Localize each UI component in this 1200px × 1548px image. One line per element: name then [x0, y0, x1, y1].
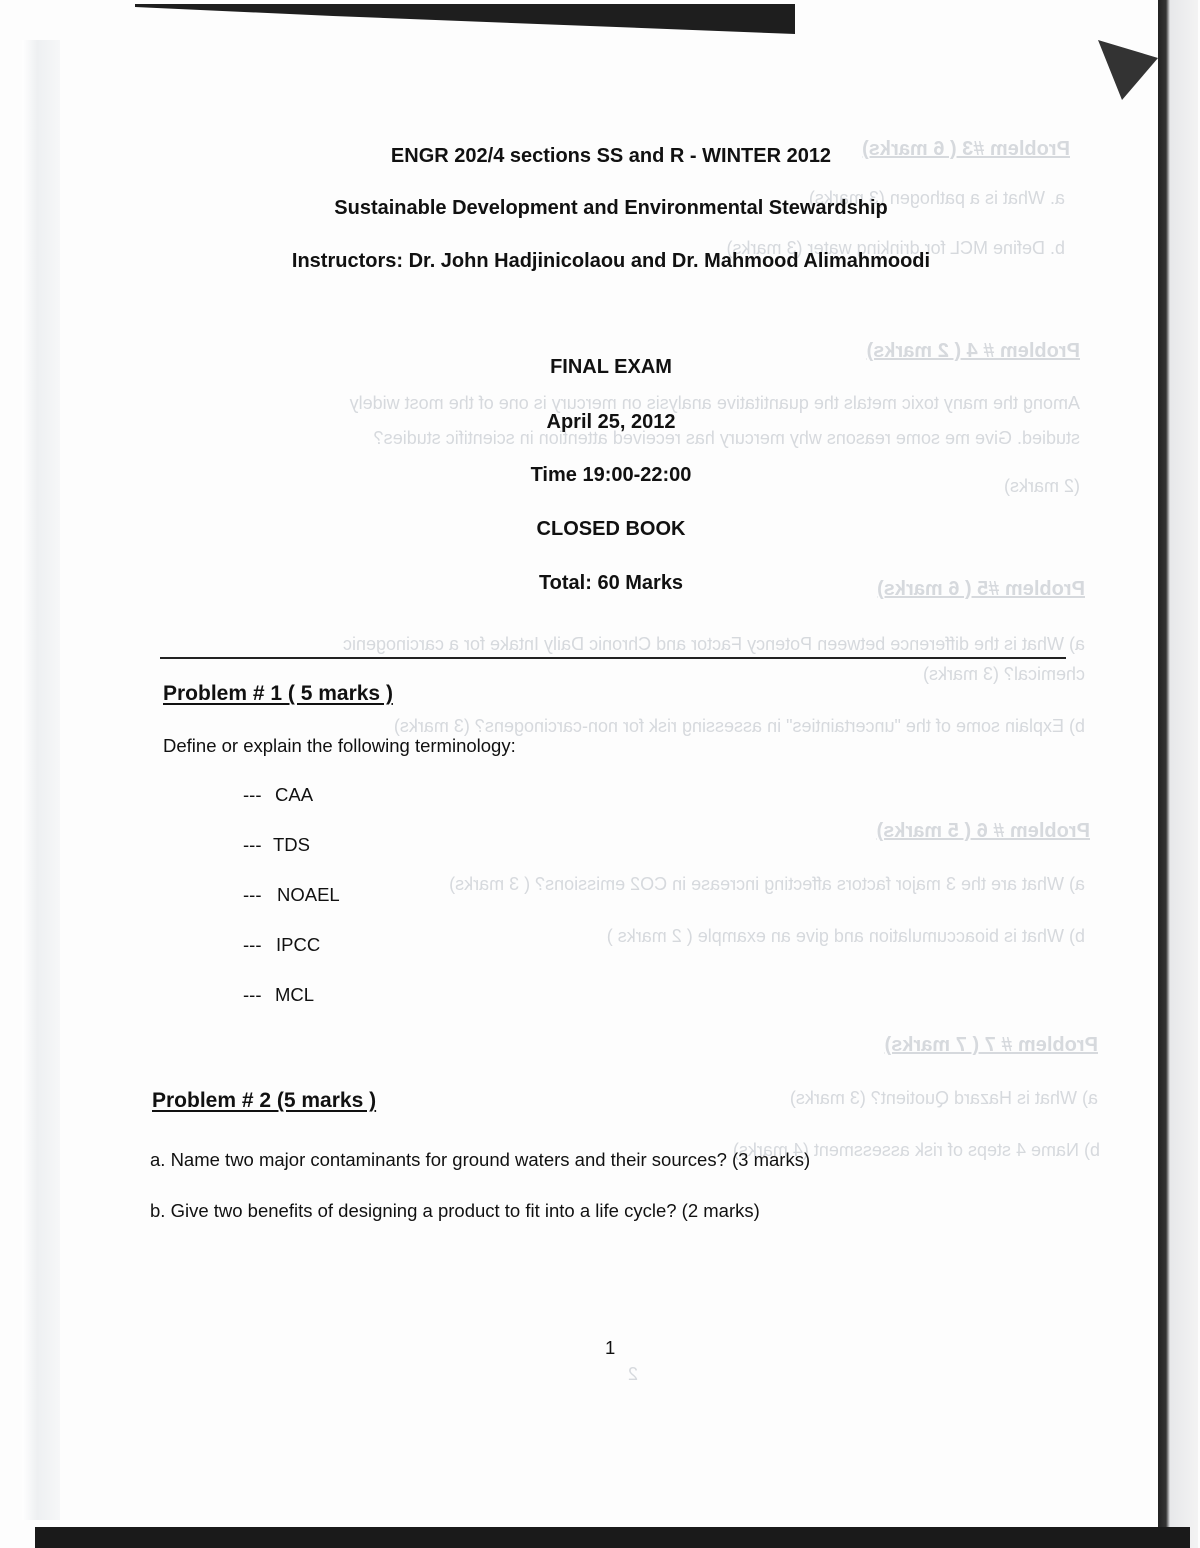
scan-corner [1098, 40, 1158, 100]
bleed-line: studied. Give me some reasons why mercury has received attention in scientific studies? [373, 428, 1080, 448]
problem-1-instruction: Define or explain the following terminology: [163, 735, 516, 756]
problem-2b: b. Give two benefits of designing a product to fit into a life cycle? (2 marks) [150, 1200, 760, 1221]
problem-2-heading: Problem # 2 (5 marks ) [152, 1089, 377, 1112]
problem-1-heading: Problem # 1 ( 5 marks ) [163, 682, 393, 705]
bleed-line: b) What is bioaccumulation and give an example ( 2 marks ) [606, 926, 1085, 946]
problem-2a: a. Name two major contaminants for ground waters and their sources? (3 marks) [150, 1149, 811, 1170]
term: MCL [275, 984, 315, 1005]
bullet: --- [243, 834, 262, 855]
bleed-line: Problem #5 ( 6 marks) [877, 578, 1085, 600]
page-number: 1 [605, 1337, 616, 1358]
exam-date: April 25, 2012 [546, 411, 676, 433]
exam-label: FINAL EXAM [550, 356, 672, 378]
bleed-line: (2 marks) [1004, 476, 1080, 496]
bullet: --- [243, 984, 262, 1005]
bullet: --- [243, 884, 262, 905]
exam-time: Time 19:00-22:00 [530, 464, 692, 486]
bleed-line: Problem # 6 ( 5 marks) [876, 820, 1090, 842]
term: TDS [273, 834, 310, 855]
scan-edge-right [1158, 0, 1198, 1548]
bleed-line: b) Explain some of the "uncertainties" in assessing risk for non-carcinogens? (3 marks) [393, 716, 1085, 736]
bleed-line: a) What is the difference between Potency Factor and Chronic Daily Intake for a carcinogenic [342, 634, 1085, 654]
bleed-line: Among the many toxic metals the quantitative analysis on mercury is one of the most widely [349, 393, 1080, 413]
term: IPCC [276, 934, 321, 955]
bullet: --- [243, 934, 262, 955]
bleed-line: Problem # 4 ( 2 marks) [866, 340, 1080, 362]
bleed-line: b) Name 4 steps of risk assessment (4 marks) [732, 1140, 1100, 1160]
course-line: ENGR 202/4 sections SS and R - WINTER 2012 [390, 145, 832, 167]
bleed-line: a) What are the 3 major factors affecting increase in CO2 emissions? ( 3 marks) [449, 874, 1085, 894]
scan-edge-bottom [35, 1527, 1190, 1548]
bleed-line: b. Define MCL for drinking water (3 marks) [726, 238, 1065, 258]
term: NOAEL [277, 884, 340, 905]
divider [160, 657, 1066, 659]
bleed-line: Problem #3 ( 6 marks) [862, 138, 1070, 160]
bleed-line: Problem # 7 ( 7 marks) [884, 1034, 1098, 1056]
bleed-line: chemical? (3 marks) [922, 664, 1085, 684]
bullet: --- [243, 784, 262, 805]
term: CAA [275, 784, 314, 805]
bleed-line: a. What is a pathogen (3 marks) [808, 188, 1065, 208]
course-title: Sustainable Development and Environmental Stewardship [334, 197, 888, 219]
closed-book: CLOSED BOOK [536, 518, 686, 540]
scan-edge-top [135, 4, 795, 34]
bleed-line: a) What is Hazard Quotient? (3 marks) [789, 1088, 1098, 1108]
total-marks: Total: 60 Marks [538, 572, 684, 594]
bleed-page-number: 2 [627, 1364, 638, 1384]
instructors: Instructors: Dr. John Hadjinicolaou and Dr. Mahmood Alimahmoodi [291, 250, 931, 272]
